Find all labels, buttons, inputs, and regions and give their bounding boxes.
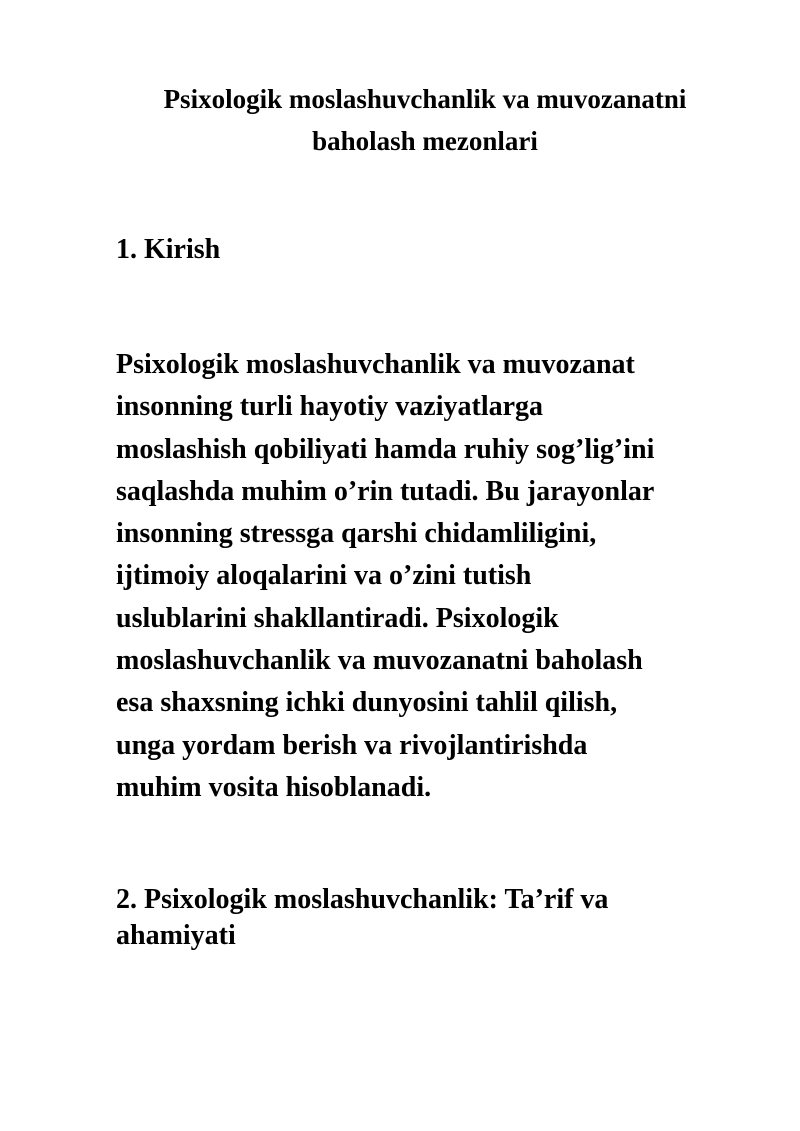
paragraph-line: moslashuvchanlik va muvozanatni baholash	[116, 645, 643, 677]
section-heading-definition	[116, 882, 756, 954]
title-line: baholash mezonlari	[312, 126, 538, 156]
title-line: Psixologik moslashuvchanlik va muvozanatni	[163, 84, 687, 114]
paragraph-line: uslublarini shakllantiradi. Psixologik	[116, 602, 559, 634]
paragraph-line: unga yordam berish va rivojlantirishda	[116, 729, 588, 761]
paragraph-line: Psixologik moslashuvchanlik va muvozanat	[116, 349, 635, 380]
document-title	[0, 78, 800, 162]
paragraph-line: ijtimoiy aloqalarini va o’zini tutish	[116, 560, 532, 592]
introduction-paragraph	[116, 344, 756, 809]
heading-line: ahamiyati	[116, 920, 236, 951]
paragraph-line: muhim vosita hisoblanadi.	[116, 771, 432, 803]
paragraph-line: insonning stressga qarshi chidamliligini,	[116, 518, 597, 550]
heading-line: 2. Psixologik moslashuvchanlik: Ta’rif va	[116, 884, 609, 915]
paragraph-line: moslashish qobiliyati hamda ruhiy sog’lig’ini	[116, 433, 655, 465]
section-heading-introduction: 1. Kirish	[116, 234, 221, 265]
paragraph-line: insonning turli hayotiy vaziyatlarga	[116, 391, 544, 423]
paragraph-line: saqlashda muhim o’rin tutadi. Bu jarayonlar	[116, 475, 655, 507]
paragraph-line: esa shaxsning ichki dunyosini tahlil qilish,	[116, 687, 618, 719]
